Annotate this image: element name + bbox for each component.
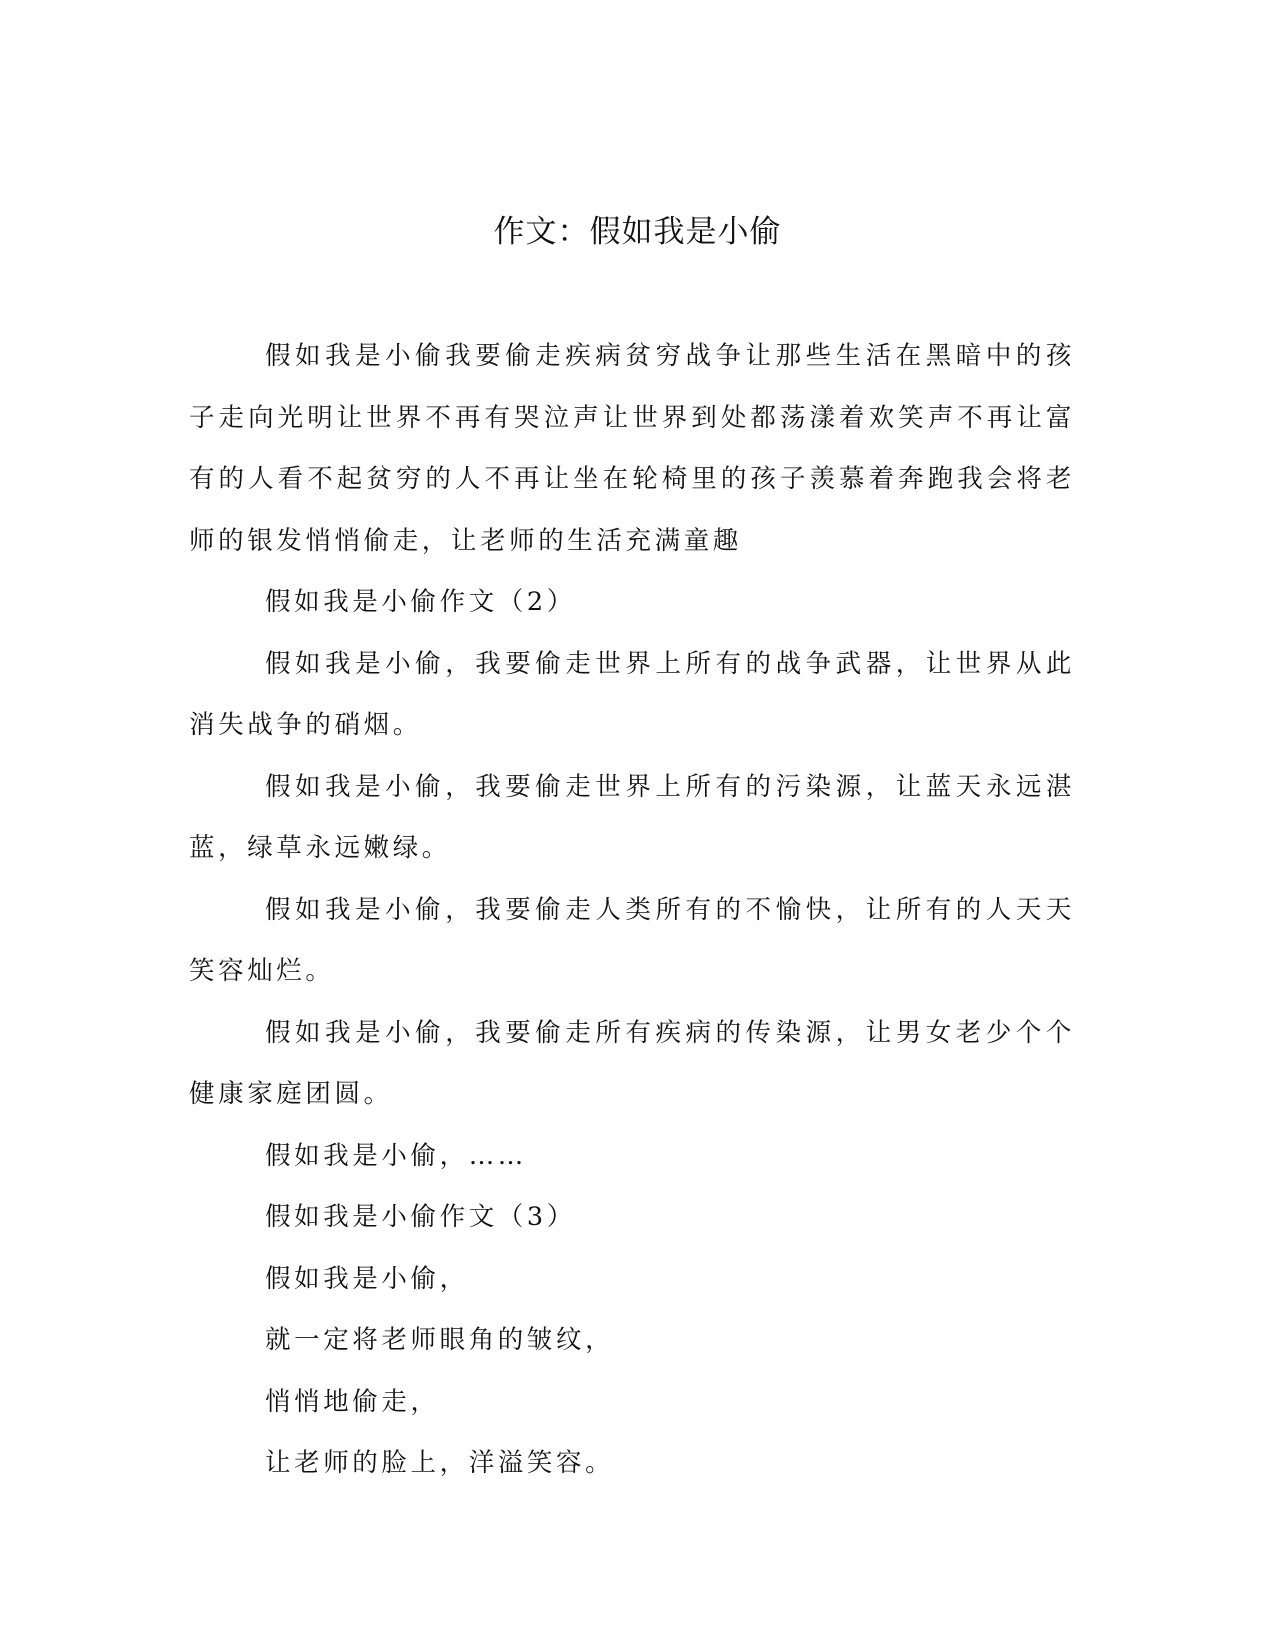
paragraph: 假如我是小偷，我要偷走所有疾病的传染源，让男女老少个个健康家庭团圆。 [189,1017,1075,1109]
paragraph: 假如我是小偷，…… [265,1140,527,1171]
document-body [189,326,1075,1495]
poem-line: 就一定将老师眼角的皱纹， [265,1325,615,1355]
section-heading: 假如我是小偷作文（2） [265,587,576,617]
paragraph: 假如我是小偷我要偷走疾病贫穷战争让那些生活在黑暗中的孩子走向光明让世界不再有哭泣声让世界到处都荡漾着欢笑声不再让富有的人看不起贫穷的人不再让坐在轮椅里的孩子羡慕着奔跑我会将老师的银发悄悄偷走，让老师的生活充满童趣 [189,341,1075,556]
paragraph: 假如我是小偷，我要偷走世界上所有的污染源，让蓝天永远湛蓝，绿草永远嫩绿。 [189,771,1075,863]
paragraph: 假如我是小偷，我要偷走世界上所有的战争武器，让世界从此消失战争的硝烟。 [189,648,1075,740]
poem-line: 让老师的脸上，洋溢笑容。 [265,1448,615,1478]
section-heading: 假如我是小偷作文（3） [265,1202,576,1232]
document-title: 作文：假如我是小偷 [493,214,782,250]
poem-line: 悄悄地偷走， [265,1386,440,1417]
paragraph: 假如我是小偷，我要偷走人类所有的不愉快，让所有的人天天笑容灿烂。 [189,894,1075,986]
poem-line: 假如我是小偷， [265,1263,469,1294]
